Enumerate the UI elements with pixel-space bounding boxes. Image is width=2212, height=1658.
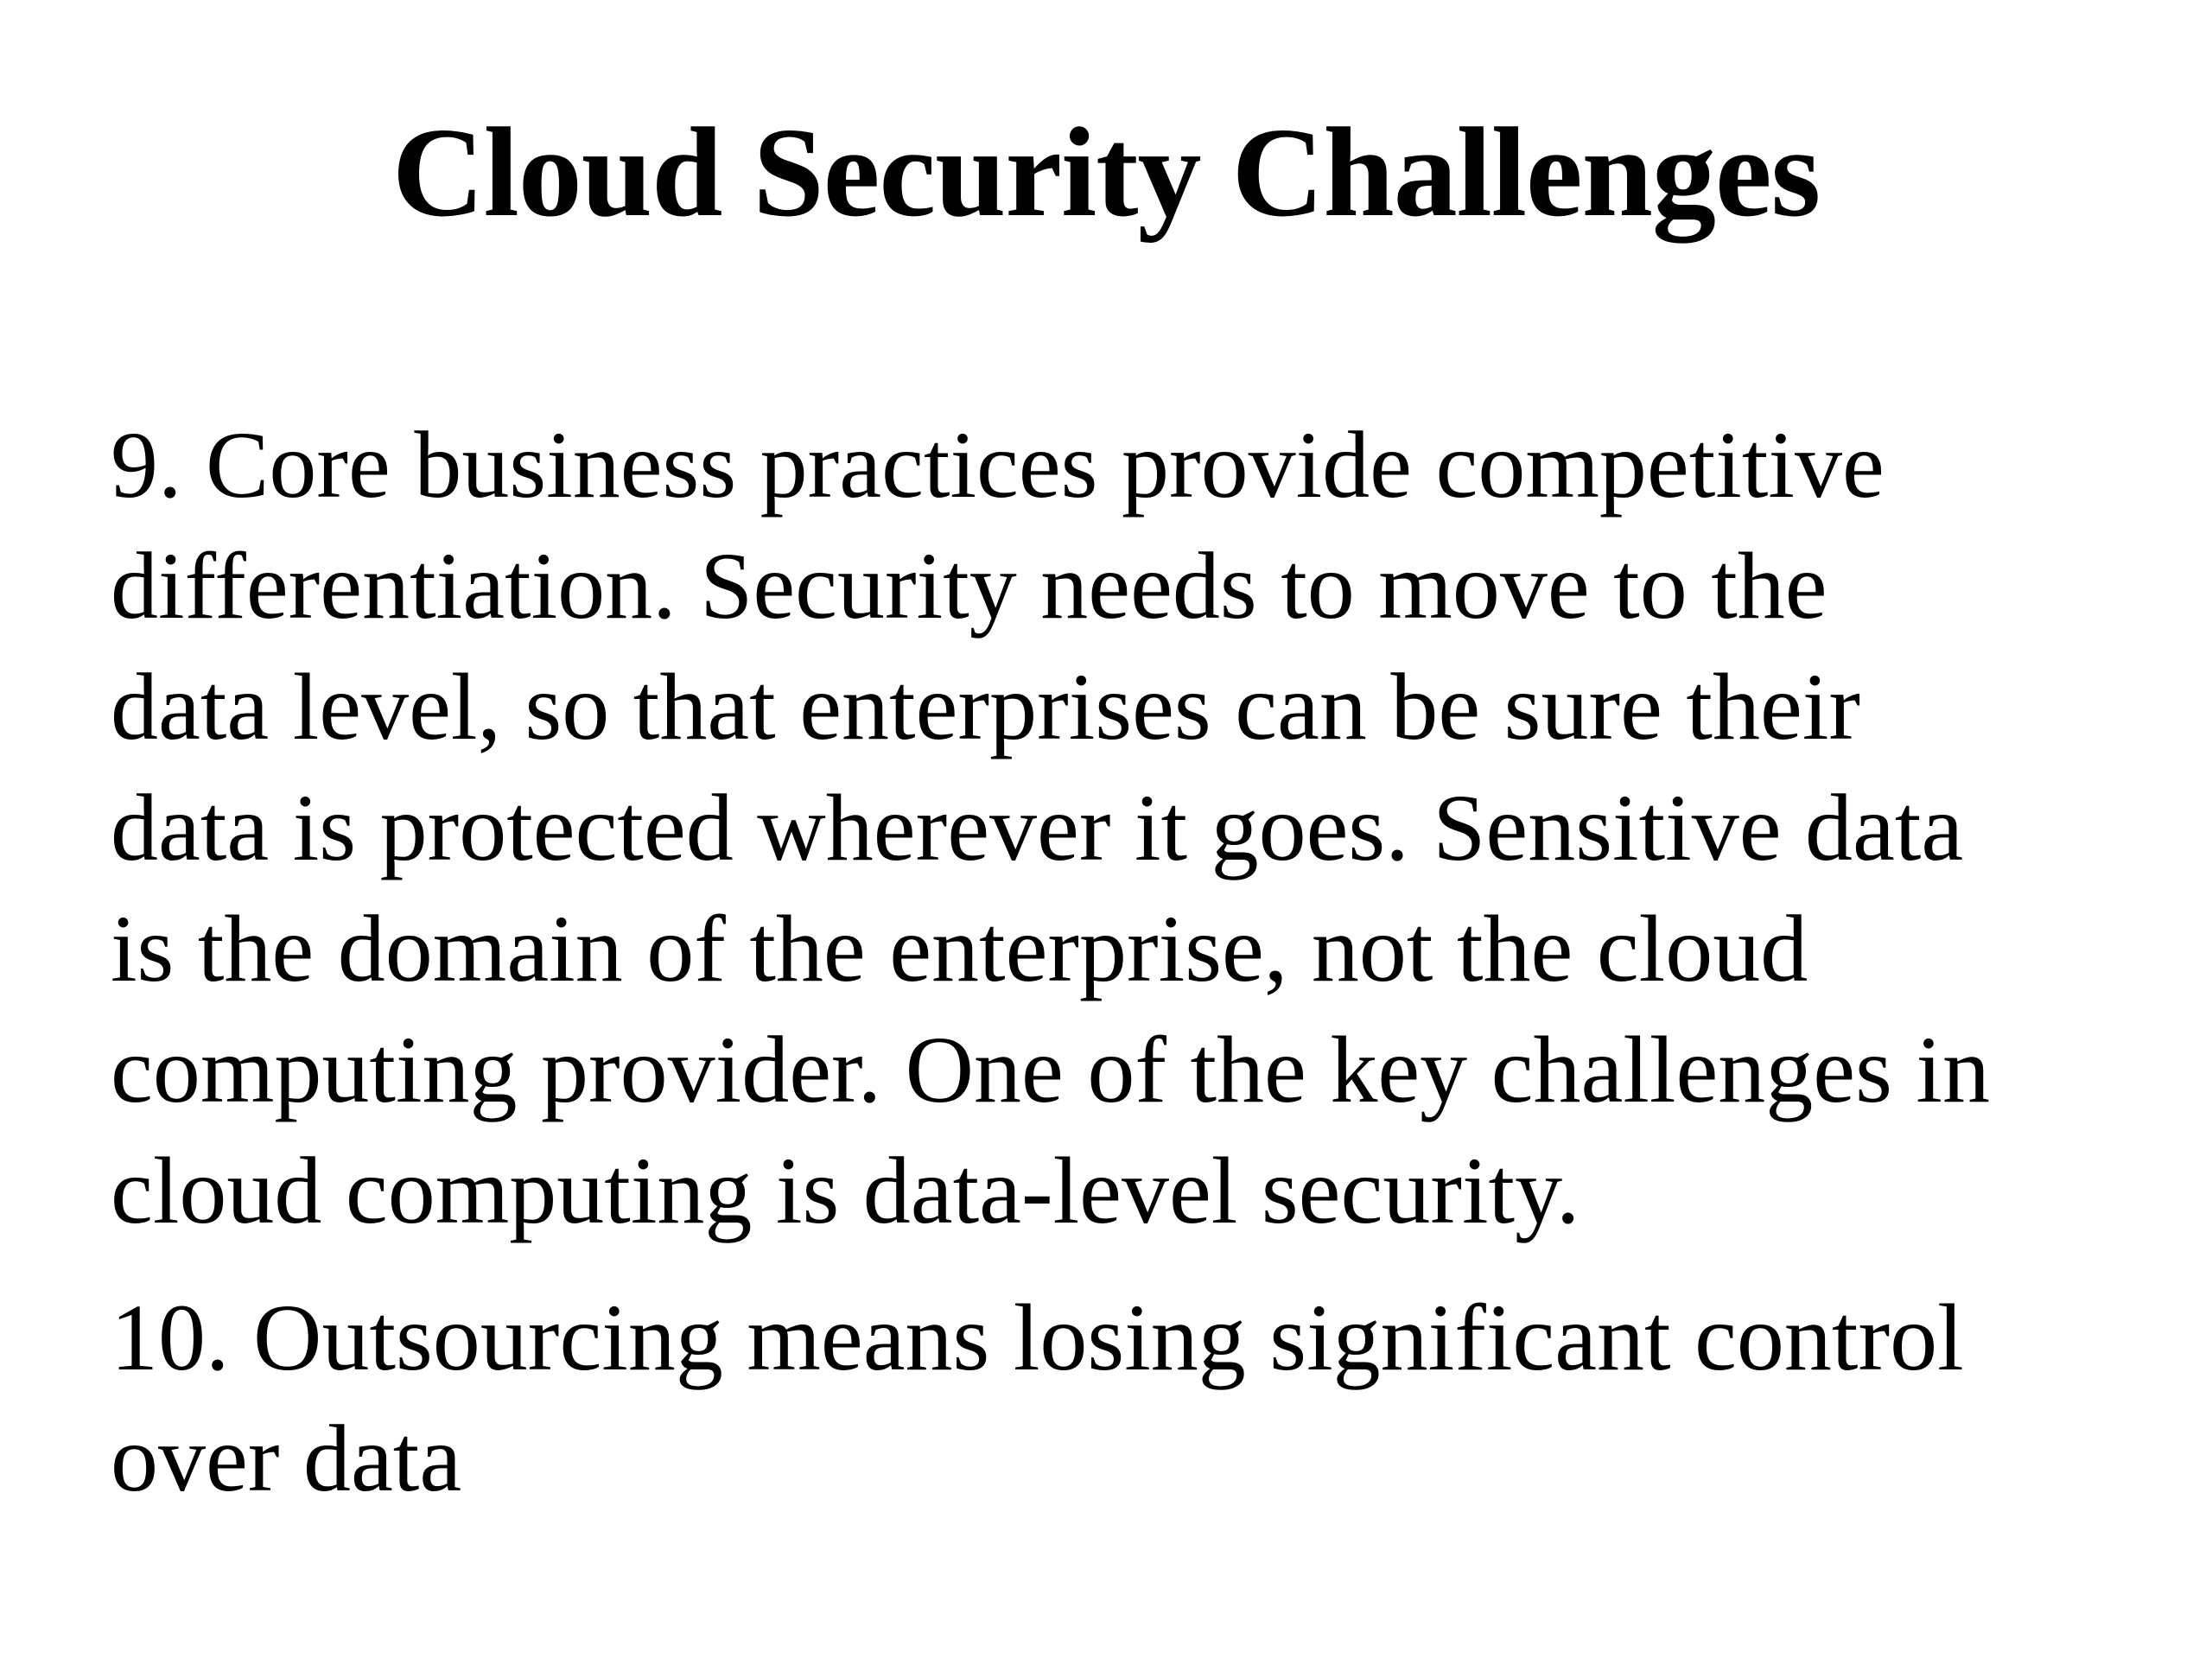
slide-title: Cloud Security Challenges [391, 102, 1821, 244]
paragraph-line: data is protected wherever it goes. Sensitive data [111, 775, 1964, 880]
paragraph-line: over data [111, 1406, 462, 1511]
paragraph-line: computing provider. One of the key challenges in [111, 1017, 1990, 1122]
paragraph-line: differentiation. Security needs to move to the [111, 533, 1827, 638]
paragraph-line: is the domain of the enterprise, not the cloud [111, 896, 1808, 1001]
paragraph-item-10 [111, 1277, 2133, 1519]
slide-body [111, 404, 2133, 1519]
paragraph-line: 10. Outsourcing means losing significant control [111, 1285, 1964, 1390]
paragraph-line: cloud computing is data-level security. [111, 1138, 1580, 1243]
paragraph-line: 9. Core business practices provide competitive [111, 412, 1885, 518]
paragraph-line: data level, so that enterprises can be sure their [111, 654, 1861, 759]
paragraph-item-9 [111, 404, 2133, 1251]
